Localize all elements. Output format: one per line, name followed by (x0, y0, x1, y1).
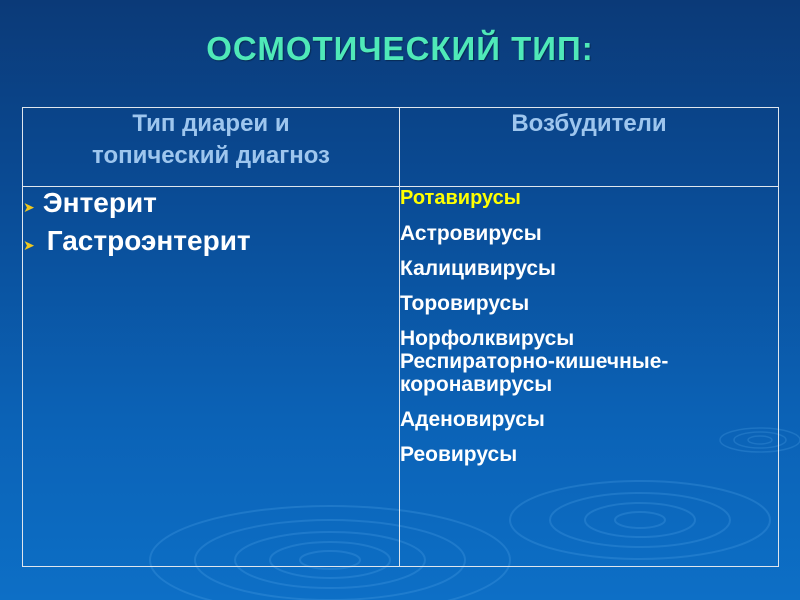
diagnosis-item-label: Гастроэнтерит (46, 225, 251, 256)
pathogen-item-group (400, 327, 778, 396)
pathogen-item: Аденовирусы (400, 408, 545, 431)
header-diarrhea-type (23, 108, 400, 187)
pathogen-item: Торовирусы (400, 292, 530, 315)
pathogen-item: Ротавирусы (400, 187, 521, 209)
header-pathogens-label: Возбудители (511, 110, 667, 137)
pathogen-item: Респираторно-кишечные- (400, 350, 669, 373)
diagnosis-cell (23, 187, 400, 567)
slide-title: ОСМОТИЧЕСКИЙ ТИП: (206, 30, 594, 67)
header-pathogens (400, 108, 779, 187)
pathogen-item: Калицивирусы (400, 257, 556, 280)
diagnosis-item-label: Энтерит (42, 187, 157, 218)
table-body-row (23, 187, 779, 567)
header-diarrhea-type-line2: топический диагноз (92, 142, 330, 169)
arrow-bullet-icon: ➤ (23, 199, 35, 215)
pathogen-item: Норфолквирусы (400, 327, 575, 350)
pathogen-item: Реовирусы (400, 443, 518, 466)
table-header-row (23, 108, 779, 187)
pathogen-item: Астровирусы (400, 222, 542, 245)
pathogen-item: коронавирусы (400, 373, 553, 396)
diagnosis-item (23, 225, 399, 257)
diagnosis-item (23, 187, 399, 219)
diarrhea-pathogens-table (22, 107, 779, 567)
pathogens-cell (400, 187, 779, 567)
arrow-bullet-icon: ➤ (23, 237, 35, 253)
header-diarrhea-type-line1: Тип диареи и (132, 110, 290, 137)
